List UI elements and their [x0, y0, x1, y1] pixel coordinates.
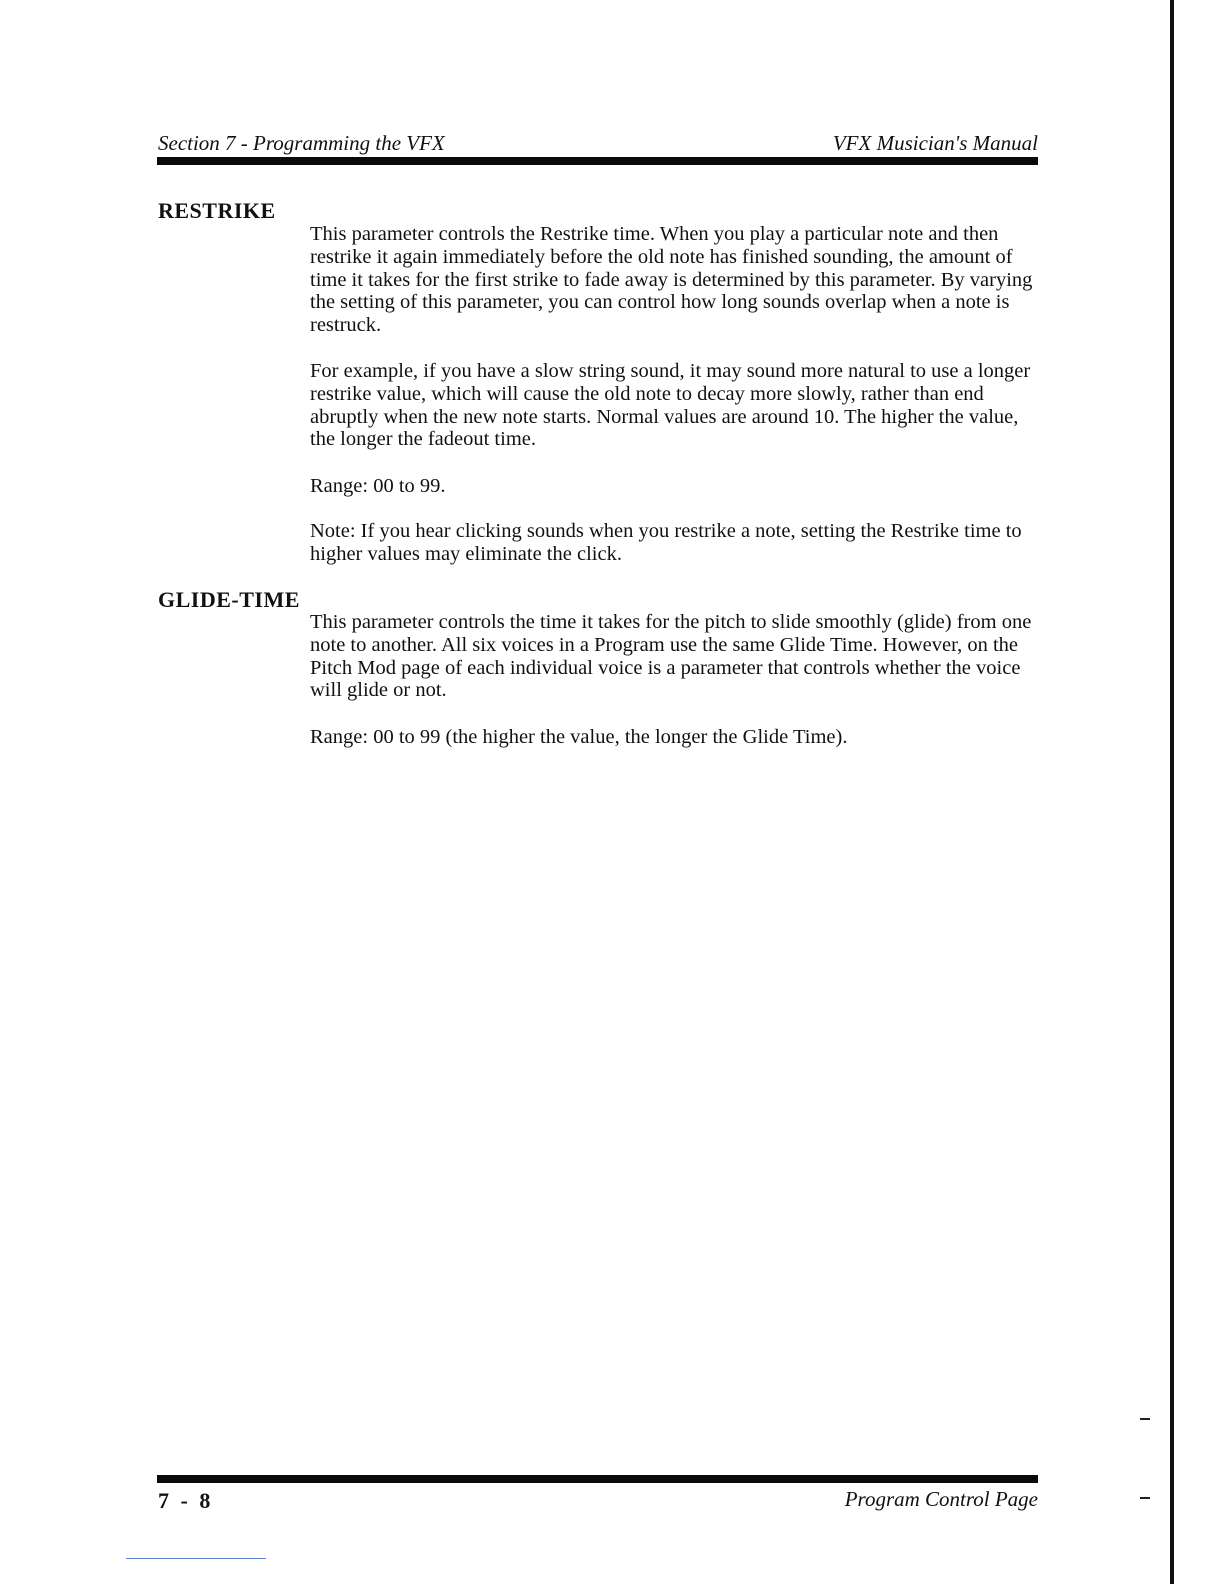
footer-page-title: Program Control Page — [844, 1487, 1038, 1511]
scan-mark — [1140, 1497, 1150, 1499]
restrike-paragraph-2: For example, if you have a slow string sound, it may sound more natural to use a longer restrike value, which will cause the old note to decay more slowly, rather than end abruptly when the new note starts. Normal values are around 10. The higher the value, the longer the fadeout time. — [310, 360, 1031, 451]
glide-time-range: Range: 00 to 99 (the higher the value, the longer the Glide Time). — [310, 726, 848, 748]
footer-rule — [157, 1475, 1038, 1483]
restrike-note: Note: If you hear clicking sounds when you restrike a note, setting the Restrike time to higher values may eliminate the click. — [310, 520, 1022, 565]
running-header-section: Section 7 - Programming the VFX — [158, 131, 445, 155]
section-heading-glide-time: GLIDE-TIME — [158, 587, 300, 612]
page-number: 7 - 8 — [158, 1488, 214, 1513]
scan-bottom-line — [126, 1558, 266, 1559]
scan-edge-line — [1170, 0, 1174, 1584]
section-heading-restrike: RESTRIKE — [158, 198, 276, 223]
restrike-range: Range: 00 to 99. — [310, 475, 446, 497]
running-header-manual-title: VFX Musician's Manual — [832, 131, 1038, 155]
restrike-paragraph-1: This parameter controls the Restrike time. When you play a particular note and then restrike it again immediately before the old note has finished sounding, the amount of time it takes for the first strike to fade away is determined by this parameter. By varying the setting of this parameter, you can control how long sounds overlap when a note is restruck. — [310, 223, 1033, 337]
scan-mark — [1140, 1418, 1150, 1420]
glide-time-paragraph-1: This parameter controls the time it takes for the pitch to slide smoothly (glide) from one note to another. All six voices in a Program use the same Glide Time. However, on the Pitch Mod page of each individual voice is a parameter that controls whether the voice will glide or not. — [310, 611, 1032, 702]
header-rule — [157, 157, 1038, 165]
